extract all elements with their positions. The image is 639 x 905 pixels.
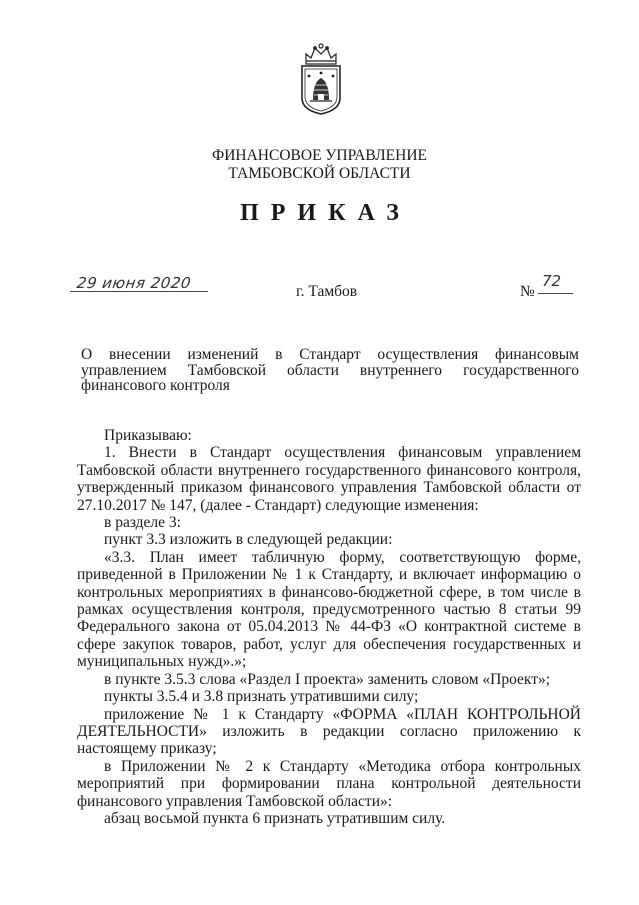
organization-name-line1: ФИНАНСОВОЕ УПРАВЛЕНИЕ (211, 147, 427, 164)
paragraph: Приказываю: (104, 427, 192, 444)
document-title: ПРИКАЗ (240, 200, 411, 226)
handwritten-number: 72 (542, 272, 562, 290)
organization-name-line2: ТАМБОВСКОЙ ОБЛАСТИ (228, 165, 411, 182)
paragraph: в пункте 3.5.3 слова «Раздел I проекта» заменить словом «Проект»; (104, 670, 551, 688)
paragraph: пункт 3.3 изложить в следующей редакции: (104, 531, 393, 549)
paragraph: 1. Внести в Стандарт осуществления финансовым управлением Тамбовской области внутреннего государственного финансового контроля, утвержденный приказом финансового управления Тамбовской области от 27.10.2017 № 147, (далее - Стандарт) следующие изменения: (77, 444, 581, 514)
handwritten-date: 29 июня 2020 (75, 274, 193, 292)
paragraph: абзац восьмой пункта 6 признать утратившим силу. (104, 809, 446, 827)
date-underline (70, 291, 208, 292)
number-label: № (520, 283, 535, 300)
order-body (77, 427, 581, 827)
paragraph: в разделе 3: (104, 514, 181, 532)
coat-of-arms-icon (296, 42, 346, 116)
paragraph: приложение № 1 к Стандарту «ФОРМА «ПЛАН КОНТРОЛЬНОЙ ДЕЯТЕЛЬНОСТИ» изложить в редакции согласно приложению к настоящему приказу; (77, 705, 581, 758)
paragraph: в Приложении № 2 к Стандарту «Методика отбора контрольных мероприятий при формировании плана контрольной деятельности финансового управления Тамбовской области»: (77, 757, 581, 810)
order-subject: О внесении изменений в Стандарт осуществления финансовым управлением Тамбовской области внутреннего государственного финансового контроля (81, 346, 579, 394)
number-underline (538, 293, 573, 294)
paragraph: пункты 3.5.4 и 3.8 признать утратившими силу; (104, 688, 419, 706)
paragraph: «3.3. План имеет табличную форму, соответствующую форме, приведенной в Приложении № 1 к Стандарту, и включает информацию о контрольных мероприятиях в финансово-бюджетной сфере, в том числе в рамках осуществления контроля, предусмотренного частью 8 статьи 99 Федерального закона от 05.04.2013 № 44-ФЗ «О контрактной системе в сфере закупок товаров, работ, услуг для обеспечения государственных и муниципальных нужд».»; (77, 548, 581, 671)
city: г. Тамбов (296, 283, 358, 300)
